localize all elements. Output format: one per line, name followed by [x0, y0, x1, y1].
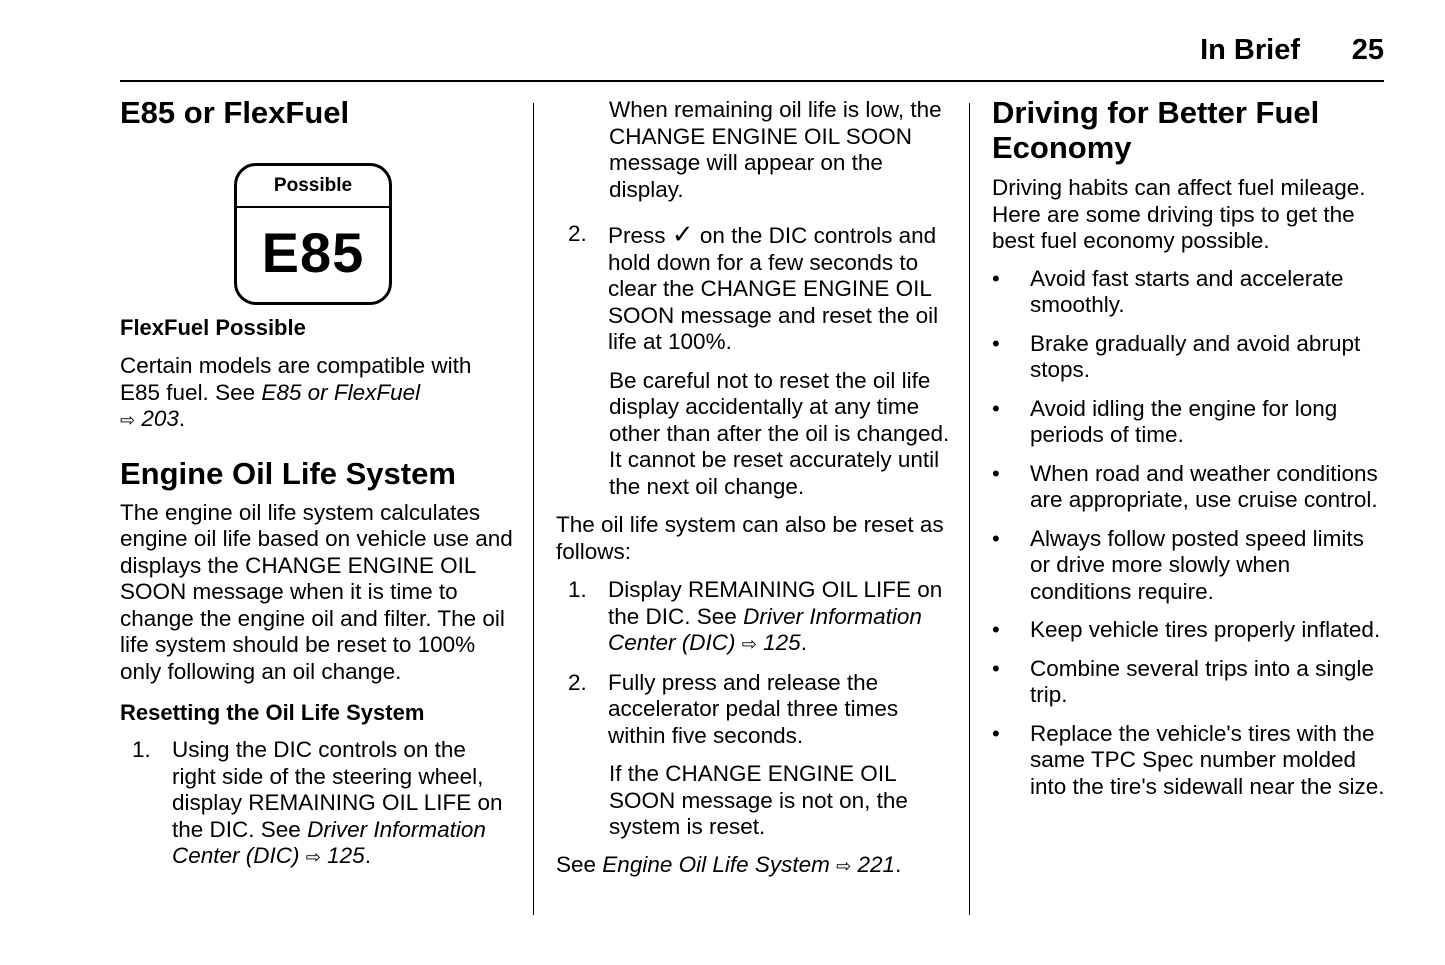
bullet-icon: • [992, 720, 1000, 746]
xref-e85[interactable]: E85 or FlexFuel [261, 379, 421, 405]
list-item: • When road and weather conditions are appropriate, use cruise control. [992, 460, 1378, 512]
xref-oil-life[interactable]: Engine Oil Life System [602, 851, 830, 877]
alt-step-1: 1. Display REMAINING OIL LIFE on the DIC. See Driver Information Center (DIC) ⇨ 125. [568, 577, 943, 655]
bullet-icon: • [992, 265, 1000, 291]
heading-oil-life: Engine Oil Life System [120, 455, 456, 491]
alt-reset-intro: The oil life system can also be reset as follows: [556, 512, 944, 564]
fuel-economy-intro: Driving habits can affect fuel mileage. Here are some driving tips to get the best fuel economy possible. [992, 175, 1366, 253]
xref-arrow-icon: ⇨ [120, 410, 136, 430]
reset-step-1: 1. Using the DIC controls on the right side of the steering wheel, display REMAINING OIL LIFE on the DIC. See Driver Information Center (DIC) ⇨ 125. [132, 737, 503, 868]
low-oil-paragraph: When remaining oil life is low, the CHANGE ENGINE OIL SOON message will appear on the display. [609, 97, 942, 202]
subheading-reset: Resetting the Oil Life System [120, 700, 425, 725]
badge-top-label: Possible [237, 166, 389, 208]
list-item: • Combine several trips into a single trip. [992, 655, 1374, 707]
column-divider-2 [969, 103, 970, 915]
bullet-icon: • [992, 330, 1000, 356]
xref-arrow-icon: ⇨ [836, 855, 852, 876]
careful-paragraph: Be careful not to reset the oil life display accidentally at any time other than after the oil is changed. It cannot be reset accurately until the next oil change. [609, 367, 950, 499]
list-item: • Keep vehicle tires properly inflated. [992, 617, 1381, 642]
heading-fuel-economy: Driving for Better Fuel Economy [992, 95, 1320, 165]
list-item: • Always follow posted speed limits or drive more slowly when conditions require. [992, 525, 1364, 604]
heading-e85: E85 or FlexFuel [120, 95, 350, 130]
badge-main-label: E85 [261, 221, 365, 284]
fuel-tips-list [992, 266, 1387, 801]
bullet-icon: • [992, 395, 1000, 421]
column-middle [556, 97, 956, 879]
list-item: • Avoid idling the engine for long periods of time. [992, 395, 1338, 447]
oil-life-paragraph: The engine oil life system calculates engine oil life based on vehicle use and displays the CHANGE ENGINE OIL SOON message when it is time to change the engine oil and filter. The oil life system should be reset to 100% only following an oil change. [120, 499, 513, 684]
bullet-icon: • [992, 460, 1000, 486]
section-title: In Brief [1200, 34, 1300, 66]
list-item: • Avoid fast starts and accelerate smoothly. [992, 265, 1344, 317]
xref-oil-life-page[interactable]: 221 [857, 851, 896, 877]
e85-flexfuel-badge-icon [234, 163, 392, 305]
list-item: • Replace the vehicle's tires with the same TPC Spec number molded into the tire's sidewall near the size. [992, 720, 1385, 799]
check-icon: ✓ [671, 219, 694, 249]
figure-caption: FlexFuel Possible [120, 315, 306, 340]
xref-e85-page[interactable]: 203 [141, 406, 179, 431]
column-right [992, 95, 1387, 812]
alt-step-2: 2. Fully press and release the accelerator pedal three times within five seconds. [568, 669, 899, 748]
xref-arrow-icon: ⇨ [741, 634, 757, 654]
column-divider-1 [533, 103, 534, 915]
xref-dic-page[interactable]: 125 [327, 843, 365, 868]
bullet-icon: • [992, 525, 1000, 551]
xref-dic[interactable]: Driver Information Center (DIC) [608, 603, 922, 655]
reset-step-2: 2. Press ✓ on the DIC controls and hold down for a few seconds to clear the CHANGE ENGINE OIL SOON message and reset the oil life at 100%. [568, 219, 939, 354]
list-item: • Brake gradually and avoid abrupt stops. [992, 330, 1361, 382]
xref-dic[interactable]: Driver Information Center (DIC) [172, 816, 486, 868]
page-number: 25 [1351, 34, 1384, 66]
bullet-icon: • [992, 617, 1000, 642]
not-on-paragraph: If the CHANGE ENGINE OIL SOON message is not on, the system is reset. [609, 761, 908, 839]
xref-dic-page[interactable]: 125 [763, 630, 801, 655]
bullet-icon: • [992, 655, 1000, 681]
see-also-paragraph: See Engine Oil Life System ⇨ 221. [556, 851, 902, 877]
e85-paragraph: Certain models are compatible with E85 fuel. See E85 or FlexFuel ⇨ 203. [120, 353, 472, 431]
column-left [120, 95, 515, 871]
page-header [120, 30, 1384, 82]
xref-arrow-icon: ⇨ [305, 847, 321, 867]
